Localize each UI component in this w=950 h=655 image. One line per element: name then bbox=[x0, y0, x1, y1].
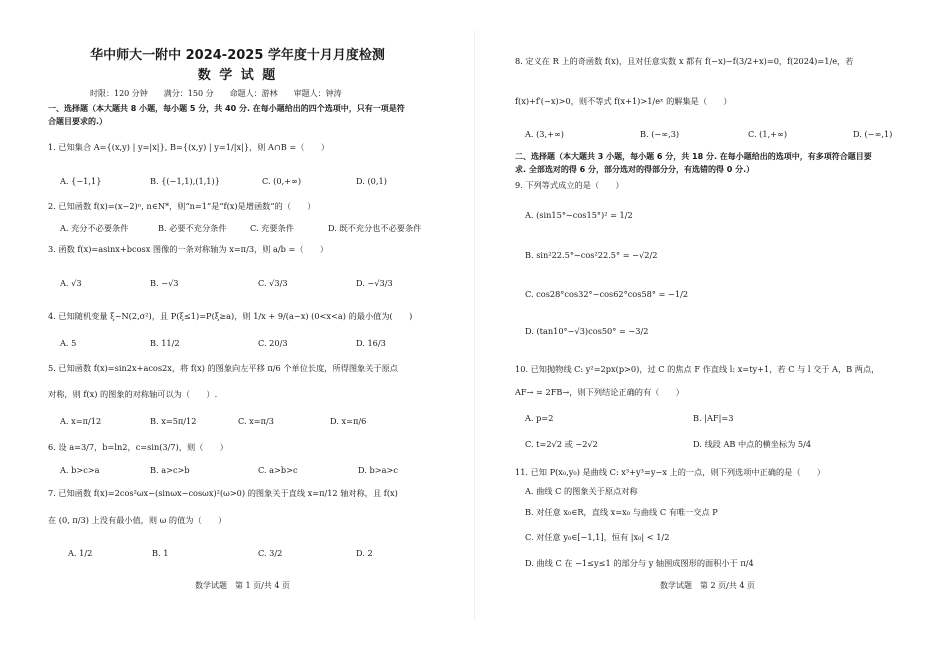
q9-option-d: D. (tan10°−√3)cos50° = −3/2 bbox=[525, 326, 649, 336]
question-4: 4. 已知随机变量 ξ~N(2,σ²)，且 P(ξ≤1)=P(ξ≥a)，则 1/x + 9/(a−x) (0<x<a) 的最小值为( ) bbox=[48, 311, 413, 321]
q7-option-d: D. 2 bbox=[356, 548, 373, 558]
question-5-cont: 对称，则 f(x) 的图象的对称轴可以为（ ）. bbox=[48, 389, 218, 399]
question-7: 7. 已知函数 f(x)=2cos²ωx−(sinωx−cosωx)²(ω>0) 的图象关于直线 x=π/12 轴对称，且 f(x) bbox=[48, 488, 398, 498]
exam-subtitle: 数 学 试 题 bbox=[197, 68, 278, 83]
section-1-header: 一、选择题（本大题共 8 小题，每小题 5 分，共 40 分. 在每小题给出的四个选项中，只有一项是符 bbox=[48, 104, 405, 113]
q6-option-b: B. a>c>b bbox=[150, 465, 190, 475]
q8-option-d: D. (−∞,1) bbox=[853, 129, 893, 139]
q7-option-c: C. 3/2 bbox=[258, 548, 283, 558]
q2-option-b: B. 必要不充分条件 bbox=[158, 223, 227, 233]
section-1-header-cont: 合题目要求的.） bbox=[48, 117, 108, 126]
q8-option-c: C. (1,+∞) bbox=[748, 129, 788, 139]
question-10-cont: AF→ = 2FB→，则下列结论正确的有（ ） bbox=[515, 387, 684, 397]
question-11: 11. 已知 P(x₀,y₀) 是曲线 C: x³+y³=y−x 上的一点，则下列选项中正确的是（ ） bbox=[515, 467, 826, 477]
q9-option-a: A. (sin15°−cos15°)² = 1/2 bbox=[525, 210, 633, 220]
q8-option-b: B. (−∞,3) bbox=[640, 129, 680, 139]
q5-option-d: D. x=π/6 bbox=[330, 416, 367, 426]
q10-option-d: D. 线段 AB 中点的横坐标为 5/4 bbox=[693, 439, 812, 449]
q3-option-b: B. −√3 bbox=[150, 278, 179, 288]
question-10: 10. 已知抛物线 C: y²=2px(p>0)，过 C 的焦点 F 作直线 l: x=ty+1，若 C 与 l 交于 A，B 两点， bbox=[515, 364, 880, 374]
q2-option-a: A. 充分不必要条件 bbox=[60, 223, 129, 233]
q7-option-a: A. 1/2 bbox=[68, 548, 93, 558]
q9-option-b: B. sin²22.5°−cos²22.5° = −√2/2 bbox=[525, 250, 658, 260]
q6-option-c: C. a>b>c bbox=[258, 465, 298, 475]
q10-option-b: B. |AF|=3 bbox=[693, 413, 734, 423]
q4-option-b: B. 11/2 bbox=[150, 338, 180, 348]
q2-option-d: D. 既不充分也不必要条件 bbox=[328, 223, 422, 233]
q7-option-b: B. 1 bbox=[152, 548, 169, 558]
q3-option-d: D. −√3/3 bbox=[356, 278, 393, 288]
exam-meta: 时限：120 分钟 满分：150 分 命题人：游林 审题人：钟涛 bbox=[90, 89, 342, 98]
q8-option-a: A. (3,+∞) bbox=[525, 129, 564, 139]
q4-option-a: A. 5 bbox=[60, 338, 77, 348]
question-9: 9. 下列等式成立的是（ ） bbox=[515, 180, 624, 190]
exam-page-2 bbox=[475, 0, 950, 655]
q11-option-d: D. 曲线 C 在 −1≤y≤1 的部分与 y 轴围成图形的面积小于 π/4 bbox=[525, 558, 754, 568]
q2-option-c: C. 充要条件 bbox=[250, 223, 294, 233]
q3-option-a: A. √3 bbox=[60, 278, 82, 288]
question-6: 6. 设 a=3/7，b=ln2，c=sin(3/7)，则（ ） bbox=[48, 442, 228, 452]
q5-option-b: B. x=5π/12 bbox=[150, 416, 197, 426]
q10-option-a: A. p=2 bbox=[525, 413, 554, 423]
q6-option-d: D. b>a>c bbox=[358, 465, 398, 475]
q6-option-a: A. b>c>a bbox=[60, 465, 100, 475]
q1-option-a: A. {−1,1} bbox=[60, 176, 102, 186]
question-2: 2. 已知函数 f(x)=(x−2)ⁿ, n∈N*，则“n=1”是“f(x)是增函数”的（ ） bbox=[48, 201, 316, 211]
page-footer-2: 数学试题 第 2 页/共 4 页 bbox=[660, 581, 756, 590]
question-8-cont: f(x)+f′(−x)>0，则不等式 f(x+1)>1/eˣ 的解集是（ ） bbox=[515, 96, 732, 106]
q5-option-c: C. x=π/3 bbox=[238, 416, 275, 426]
section-2-header-cont: 求. 全部选对的得 6 分，部分选对的得部分分，有选错的得 0 分.） bbox=[515, 165, 755, 174]
exam-title: 华中师大一附中 2024-2025 学年度十月月度检测 bbox=[90, 48, 385, 63]
q1-option-b: B. {(−1,1),(1,1)} bbox=[150, 176, 220, 186]
q4-option-c: C. 20/3 bbox=[258, 338, 288, 348]
question-7-cont: 在 (0, π/3) 上没有最小值，则 ω 的值为（ ） bbox=[48, 515, 227, 525]
q1-option-c: C. (0,+∞) bbox=[262, 176, 302, 186]
question-8: 8. 定义在 R 上的奇函数 f(x)，且对任意实数 x 都有 f(−x)−f(3/2+x)=0，f(2024)=1/e，若 bbox=[515, 56, 854, 66]
q11-option-a: A. 曲线 C 的图象关于原点对称 bbox=[525, 486, 638, 496]
question-5: 5. 已知函数 f(x)=sin2x+acos2x，将 f(x) 的图象向左平移 π/6 个单位长度，所得图象关于原点 bbox=[48, 363, 398, 373]
question-3: 3. 函数 f(x)=asinx+bcosx 图像的一条对称轴为 x=π/3，则 a/b =（ ） bbox=[48, 244, 329, 254]
q5-option-a: A. x=π/12 bbox=[60, 416, 102, 426]
q10-option-c: C. t=2√2 或 −2√2 bbox=[525, 439, 598, 449]
section-2-header: 二、选择题（本大题共 3 小题，每小题 6 分，共 18 分. 在每小题给出的选项中，有多项符合题目要 bbox=[515, 152, 872, 161]
q9-option-c: C. cos28°cos32°−cos62°cos58° = −1/2 bbox=[525, 289, 689, 299]
q4-option-d: D. 16/3 bbox=[356, 338, 386, 348]
page-footer-1: 数学试题 第 1 页/共 4 页 bbox=[195, 581, 291, 590]
q3-option-c: C. √3/3 bbox=[258, 278, 288, 288]
question-1: 1. 已知集合 A={(x,y) | y=|x|}, B={(x,y) | y=1/|x|}，则 A∩B =（ ） bbox=[48, 142, 330, 152]
q11-option-b: B. 对任意 x₀∈R，直线 x=x₀ 与曲线 C 有唯一交点 P bbox=[525, 507, 718, 517]
q11-option-c: C. 对任意 y₀∈[−1,1]，恒有 |x₀| < 1/2 bbox=[525, 532, 670, 542]
q1-option-d: D. (0,1) bbox=[356, 176, 387, 186]
